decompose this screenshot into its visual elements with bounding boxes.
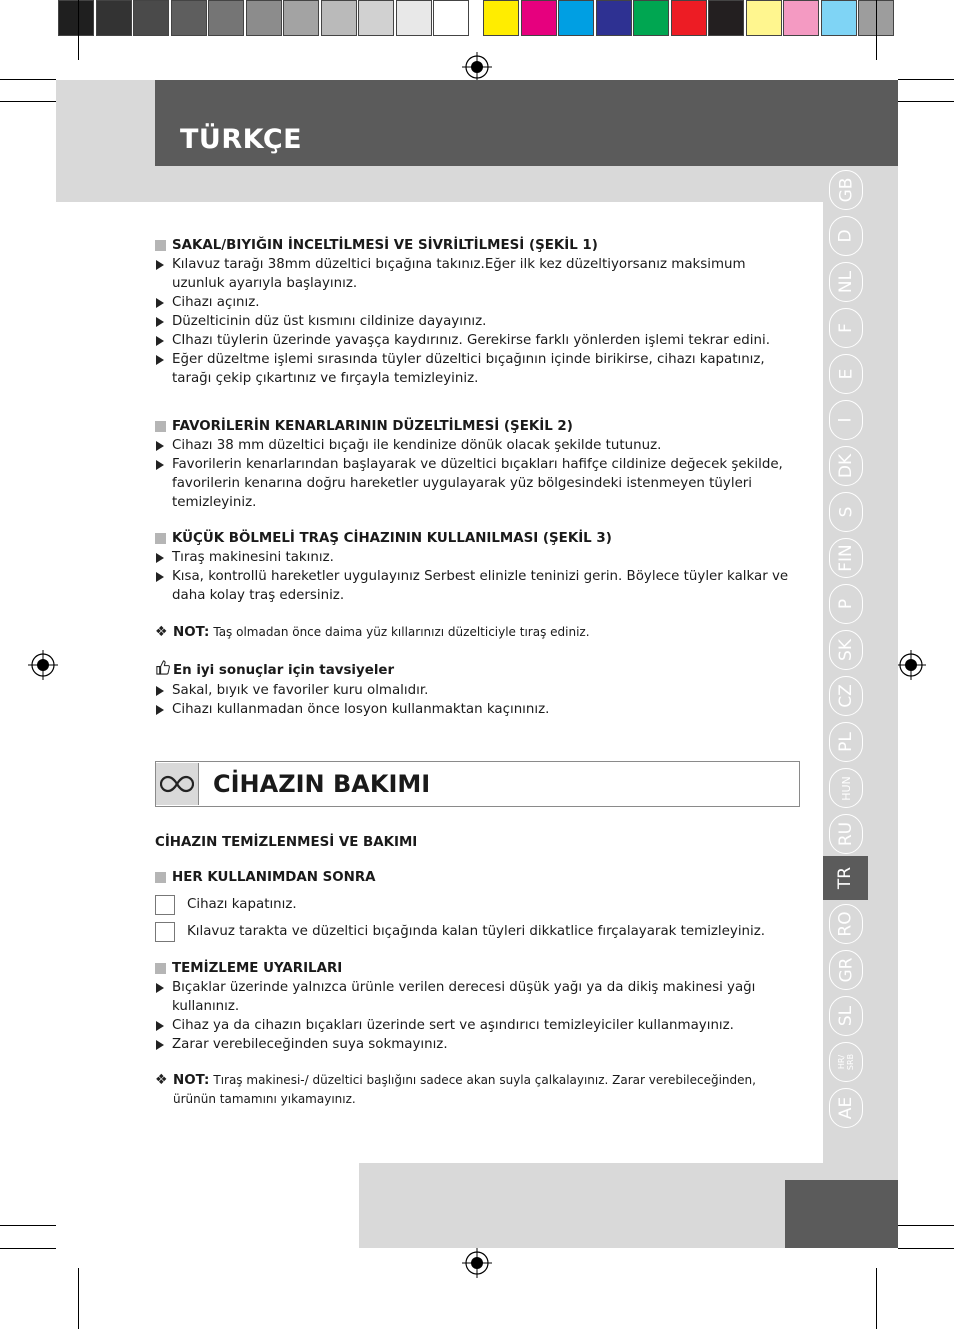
language-tab-label: NL (835, 270, 856, 294)
registration-mark-icon (462, 52, 492, 82)
crop-mark (898, 1248, 954, 1249)
language-tab-label: SL (835, 1005, 856, 1027)
language-tab-cz[interactable] (829, 676, 863, 716)
infinity-icon (156, 763, 199, 805)
section-title-warnings: TEMİZLEME UYARILARI (155, 959, 800, 978)
crop-mark (898, 101, 954, 102)
warnings-list (155, 978, 800, 1054)
calibration-swatch (358, 0, 394, 36)
language-tab-label: F (836, 323, 856, 333)
square-bullet-icon (155, 533, 166, 544)
calibration-swatch (396, 0, 432, 36)
language-tab-label: HR/ SRB (837, 1053, 855, 1071)
section-title-sideburns: FAVORİLERİN KENARLARININ DÜZELTİLMESİ (ŞEKİL 2) (155, 417, 800, 436)
list-item: Eğer düzeltme işlemi sırasında tüyler düzeltici bıçağının içinde birikirse, cihazı kapatınız, tarağı çekip çıkartınız ve fırçayla temizleyiniz. (155, 350, 800, 388)
section-title-after-use: HER KULLANIMDAN SONRA (155, 868, 800, 887)
language-tab-dk[interactable] (829, 446, 863, 486)
calibration-swatch (96, 0, 132, 36)
calibration-swatch (483, 0, 519, 36)
language-tab-e[interactable] (829, 354, 863, 394)
language-tab-label: D (836, 229, 856, 243)
language-tab-label: TR (835, 866, 856, 890)
list-item: Favorilerin kenarlarından başlayarak ve düzeltici bıçakları hafifçe cildinize değecek şekilde, favorilerin kenarına doğru hareketler uygulayarak yüz bölgesindeki istenmeyen tüyleri temizleyiniz. (155, 455, 800, 512)
language-tab-f[interactable] (829, 308, 863, 348)
calibration-swatch (321, 0, 357, 36)
list-item: Zarar verebileceğinden suya sokmayınız. (155, 1035, 800, 1054)
registration-mark-icon (462, 1248, 492, 1278)
calibration-swatch (821, 0, 857, 36)
calibration-swatch (596, 0, 632, 36)
tips-title: En iyi sonuçlar için tavsiyeler (155, 660, 800, 681)
calibration-swatch (671, 0, 707, 36)
warning-diamond-icon: ❖ (155, 624, 168, 640)
grayscale-calibration-bar (58, 0, 471, 38)
warning-diamond-icon: ❖ (155, 1072, 168, 1088)
language-tab-d[interactable] (829, 216, 863, 256)
list-item: Düzelticinin düz üst kısmını cildinize dayayınız. (155, 312, 800, 331)
list-item: Cihaz ya da cihazın bıçakları üzerinde sert ve aşındırıcı temizleyiciler kullanmayınız. (155, 1016, 800, 1035)
list-item: Cihazı kullanmadan önce losyon kullanmaktan kaçınınız. (155, 700, 800, 719)
language-tab-label: PL (835, 732, 856, 752)
calibration-swatch (783, 0, 819, 36)
maintenance-title: CİHAZIN BAKIMI (213, 769, 431, 798)
checklist-item: Kılavuz tarakta ve düzeltici bıçağında kalan tüyleri dikkatlice fırçalayarak temizleyiniz. (155, 918, 800, 945)
calibration-swatch (521, 0, 557, 36)
main-content (155, 236, 800, 1109)
language-tab-nl[interactable] (829, 262, 863, 302)
language-tab-label: HUN (839, 775, 853, 801)
language-tab-label: GR (836, 957, 856, 983)
language-tab-label: DK (836, 453, 856, 479)
maintenance-banner (155, 761, 800, 807)
crop-mark (0, 1248, 56, 1249)
crop-mark (0, 79, 56, 80)
thumbs-up-icon (155, 660, 173, 681)
shaver-steps (155, 548, 800, 605)
calibration-swatch (246, 0, 282, 36)
language-tab-ae[interactable] (829, 1088, 863, 1128)
crop-mark (78, 1268, 79, 1329)
square-bullet-icon (155, 421, 166, 432)
list-item: CIhazı tüylerin üzerinde yavaşça kaydırınız. Gerekirse farklı yönlerden işlemi tekrar edini. (155, 331, 800, 350)
language-tab-label: E (836, 368, 856, 380)
color-calibration-bar (483, 0, 896, 38)
language-tab-label: SK (835, 639, 856, 661)
checklist-item: Cihazı kapatınız. (155, 891, 800, 918)
section-title-shaver: KÜÇÜK BÖLMELİ TRAŞ CİHAZININ KULLANILMASI (ŞEKİL 3) (155, 529, 800, 548)
beard-steps (155, 255, 800, 388)
calibration-swatch (283, 0, 319, 36)
language-tab-i[interactable] (829, 400, 863, 440)
checkbox[interactable] (155, 895, 175, 915)
language-tab-p[interactable] (829, 584, 863, 624)
page-title: TÜRKÇE (180, 124, 303, 155)
square-bullet-icon (155, 240, 166, 251)
language-tab-label: I (835, 417, 856, 423)
crop-mark (78, 0, 79, 60)
language-header (155, 80, 898, 166)
language-tab-label: P (835, 598, 856, 610)
language-tab-sk[interactable] (829, 630, 863, 670)
registration-mark-icon (896, 650, 926, 680)
note-1: ❖ NOT: Taş olmadan önce daima yüz kıllarınızı düzelticiyle tıraş ediniz. (155, 624, 590, 640)
crop-mark (898, 1225, 954, 1226)
tips-list (155, 681, 800, 719)
registration-mark-icon (28, 650, 58, 680)
list-item: Cihazı 38 mm düzeltici bıçağı ile kendinize dönük olacak şekilde tutunuz. (155, 436, 800, 455)
language-tab-fin[interactable] (829, 538, 863, 578)
language-tab-label: FIN (835, 544, 856, 572)
page-number-box (785, 1180, 898, 1248)
list-item: Cihazı açınız. (155, 293, 800, 312)
language-tab-ro[interactable] (829, 904, 863, 944)
checkbox[interactable] (155, 922, 175, 942)
list-item: Tıraş makinesini takınız. (155, 548, 800, 567)
language-tab-sl[interactable] (829, 996, 863, 1036)
crop-mark (898, 79, 954, 80)
language-tab-label: CZ (836, 684, 856, 708)
language-tab-hrsrb[interactable] (829, 1042, 863, 1082)
language-tab-ru[interactable] (829, 814, 863, 854)
language-tab-gr[interactable] (829, 950, 863, 990)
calibration-swatch (433, 0, 469, 36)
crop-mark (0, 1225, 56, 1226)
language-tab-pl[interactable] (829, 722, 863, 762)
language-tab-gb[interactable] (829, 170, 863, 210)
list-item: Kısa, kontrollü hareketler uygulayınız Serbest elinizle teninizi gerin. Böylece tüyler kalkar ve daha kolay traş edersiniz. (155, 567, 800, 605)
calibration-swatch (133, 0, 169, 36)
calibration-swatch (171, 0, 207, 36)
language-tab-hun[interactable] (829, 768, 863, 808)
cleaning-heading: CİHAZIN TEMİZLENMESİ VE BAKIMI (155, 835, 418, 850)
calibration-swatch (58, 0, 94, 36)
crop-mark (876, 1268, 877, 1329)
square-bullet-icon (155, 872, 166, 883)
calibration-swatch (708, 0, 744, 36)
language-tab-label: AE (836, 1096, 856, 1120)
language-tab-tr[interactable] (823, 856, 868, 900)
square-bullet-icon (155, 963, 166, 974)
sideburns-steps (155, 436, 800, 512)
note-2: ❖ NOT: Tıraş makinesi-/ düzeltici başlığını sadece akan suyla çalkalayınız. Zarar verebileceğinden, ürünün tamamını yıkamayınız. (155, 1071, 800, 1109)
list-item: Bıçaklar üzerinde yalnızca ürünle verilen derecesi düşük yağı ya da dikiş makinesi yağı kullanınız. (155, 978, 800, 1016)
language-tab-label: S (835, 506, 856, 518)
language-tab-label: RU (835, 821, 856, 847)
crop-mark (0, 101, 56, 102)
list-item: Kılavuz tarağı 38mm düzeltici bıçağına takınız.Eğer ilk kez düzeltiyorsanız maksimum uzunluk ayarıyla başlayınız. (155, 255, 800, 293)
language-tab-label: GB (836, 177, 856, 203)
section-title-beard: SAKAL/BIYIĞIN İNCELTİLMESİ VE SİVRİLTİLMESİ (ŞEKİL 1) (155, 236, 800, 255)
list-item: Sakal, bıyık ve favoriler kuru olmalıdır. (155, 681, 800, 700)
calibration-swatch (208, 0, 244, 36)
calibration-swatch (558, 0, 594, 36)
language-tab-label: RO (835, 911, 856, 937)
calibration-swatch (746, 0, 782, 36)
crop-mark (876, 0, 877, 60)
language-tab-s[interactable] (829, 492, 863, 532)
calibration-swatch (633, 0, 669, 36)
